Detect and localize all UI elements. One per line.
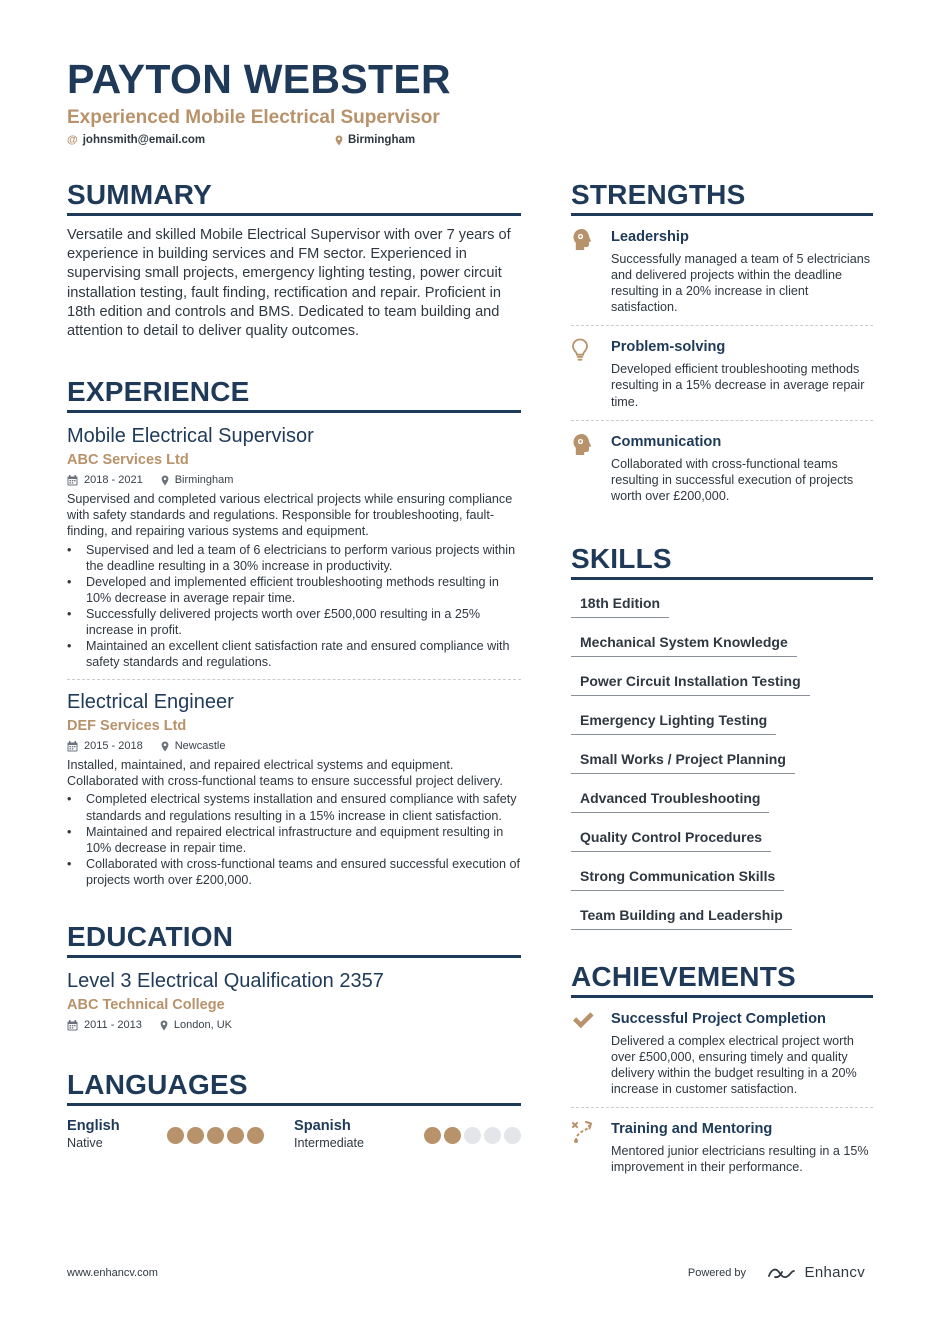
lightbulb-icon: [571, 338, 611, 409]
skill-tag: Team Building and Leadership: [571, 902, 792, 930]
strength-description: Collaborated with cross-functional teams resulting in successful execution of projects worth over £200,000.: [611, 456, 854, 503]
strength-description: Developed efficient troubleshooting methods resulting in a 15% decrease in average repair time.: [611, 362, 865, 409]
footer: [67, 1266, 873, 1282]
skill-tag: Power Circuit Installation Testing: [571, 668, 810, 696]
rating-dot-empty: [504, 1127, 521, 1144]
degree-title: Level 3 Electrical Qualification 2357: [67, 970, 384, 992]
candidate-name: PAYTON WEBSTER: [67, 56, 451, 102]
location-pin-icon: [161, 741, 169, 752]
achievement-description: Delivered a complex electrical project worth over £500,000, ensuring timely and quality delivery within the budget resulting in a 20% increase in customer satisfaction.: [611, 1033, 857, 1097]
job-meta: [67, 473, 521, 487]
bullet-item: • Collaborated with cross-functional teams and ensured successful execution of projects worth over £200,000.: [67, 856, 521, 888]
skill-tag: Quality Control Procedures: [571, 824, 771, 852]
strength-title: Leadership: [611, 229, 689, 245]
brand-logo[interactable]: [767, 1264, 865, 1281]
rating-dot-filled: [444, 1127, 461, 1144]
language-item: [294, 1117, 521, 1153]
job-bullets: [67, 542, 521, 671]
rating-dot-filled: [424, 1127, 441, 1144]
skills-heading: SKILLS: [571, 542, 873, 580]
education-heading: EDUCATION: [67, 920, 521, 958]
bullet-item: • Successfully delivered projects worth over £500,000 resulting in a 25% increase in profit.: [67, 606, 521, 638]
location-pin-icon: [160, 1020, 168, 1031]
rating-dot-filled: [187, 1127, 204, 1144]
location-pin-icon: [335, 135, 343, 146]
bullet-item: • Supervised and led a team of 6 electricians to perform various projects within the deadline resulting in a 30% increase in productivity.: [67, 542, 521, 574]
brand-name: Enhancv: [804, 1264, 865, 1281]
job-bullets: [67, 791, 521, 888]
strength-title: Communication: [611, 433, 722, 450]
strength-description: Successfully managed a team of 5 electricians and delivered projects within the deadline resulting in a 20% increase in client satisfaction.: [611, 252, 871, 315]
right-column: [571, 178, 873, 1186]
rating-dot-empty: [484, 1127, 501, 1144]
education-section: [67, 920, 521, 1032]
email-text: johnsmith@email.com: [82, 134, 206, 146]
job-dates: [67, 739, 143, 753]
experience-entry: [67, 679, 521, 888]
location-text: London, UK: [173, 1019, 233, 1031]
language-name: Spanish: [294, 1118, 351, 1134]
skill-tag: Advanced Troubleshooting: [571, 785, 769, 813]
bullet-item: • Completed electrical systems installation and ensured compliance with safety standards and regulations resulting in a 15% increase in client satisfaction.: [67, 791, 521, 823]
school-name: ABC Technical College: [67, 997, 225, 1013]
bullet-item: • Developed and implemented efficient troubleshooting methods resulting in 10% decrease in average repair time.: [67, 574, 521, 606]
job-description: Supervised and completed various electrical projects while ensuring compliance with safety standards and regulations. Responsible for troubleshooting, fault-finding, and repairing various systems and equipment.: [67, 492, 513, 539]
location-text: Birmingham: [348, 134, 416, 146]
achievement-item: [571, 1107, 873, 1185]
achievement-description: Mentored junior electricians resulting in a 15% improvement in their performance.: [611, 1144, 869, 1175]
skills-list: [571, 590, 873, 930]
left-column: [67, 178, 521, 1153]
powered-by-label: Powered by: [687, 1267, 746, 1279]
language-item: [67, 1117, 294, 1153]
dates-text: 2011 - 2013: [84, 1019, 142, 1031]
language-rating: [167, 1127, 264, 1144]
skill-tag: Small Works / Project Planning: [571, 746, 795, 774]
candidate-role: Experienced Mobile Electrical Supervisor: [67, 107, 440, 128]
language-level: Native: [67, 1136, 103, 1150]
at-sign-icon: @: [67, 134, 78, 146]
rating-dot-filled: [247, 1127, 264, 1144]
dates-text: 2018 - 2021: [84, 474, 143, 487]
location-pin-icon: [161, 475, 169, 486]
job-location: [161, 473, 234, 487]
achievement-item: [571, 998, 873, 1107]
rating-dot-filled: [207, 1127, 224, 1144]
achievement-title: Successful Project Completion: [611, 1010, 826, 1027]
enhancv-logo-icon: [767, 1265, 799, 1281]
experience-heading: EXPERIENCE: [67, 375, 521, 413]
summary-text: Versatile and skilled Mobile Electrical Supervisor with over 7 years of experience in building services and FM sector. Experienced in supervising small projects, emergency lighting testing, power circuit installation testing, fault finding, rectification and repair. Proficient in 18th edition and controls and BMS. Dedicated to team building and attention to detail to deliver quality outcomes.: [67, 227, 511, 340]
job-location: [161, 739, 226, 753]
education-dates: [67, 1018, 142, 1032]
company-name: DEF Services Ltd: [67, 718, 187, 735]
strength-title: Problem-solving: [611, 339, 726, 356]
job-title: Mobile Electrical Supervisor: [67, 425, 314, 448]
strength-item: [571, 325, 873, 419]
bullet-item: • Maintained and repaired electrical infrastructure and equipment resulting in 10% decrease in repair time.: [67, 824, 521, 856]
company-name: ABC Services Ltd: [67, 452, 189, 469]
education-meta: [67, 1018, 521, 1032]
language-rating: [424, 1127, 521, 1144]
bullet-item: • Maintained an excellent client satisfaction rate and ensured compliance with safety standards and regulations.: [67, 638, 521, 670]
skills-section: [571, 542, 873, 930]
rating-dot-empty: [464, 1127, 481, 1144]
calendar-icon: [67, 1020, 78, 1031]
job-dates: [67, 473, 143, 487]
calendar-icon: [67, 475, 78, 486]
job-title: Electrical Engineer: [67, 691, 234, 714]
education-entry: [67, 969, 521, 1032]
rating-dot-filled: [227, 1127, 244, 1144]
education-location: [160, 1018, 232, 1032]
achievements-section: [571, 960, 873, 1186]
experience-entry: [67, 424, 521, 670]
location-text: Newcastle: [174, 740, 226, 753]
head-icon: [571, 228, 611, 315]
resume-header: [67, 56, 887, 152]
achievement-title: Training and Mentoring: [611, 1121, 773, 1138]
contact-location: [335, 134, 415, 146]
language-name: English: [67, 1118, 120, 1134]
strengths-section: [571, 178, 873, 514]
languages-heading: LANGUAGES: [67, 1068, 521, 1106]
skill-tag: Emergency Lighting Testing: [571, 707, 776, 735]
location-text: Birmingham: [174, 474, 234, 487]
job-description: Installed, maintained, and repaired electrical systems and equipment. Collaborated with cross-functional teams to ensure successful project delivery.: [67, 758, 503, 789]
strengths-heading: STRENGTHS: [571, 178, 873, 216]
rating-dot-filled: [167, 1127, 184, 1144]
languages-section: [67, 1068, 521, 1153]
checkmark-icon: [571, 1010, 611, 1097]
language-level: Intermediate: [294, 1136, 365, 1150]
summary-section: [67, 178, 521, 341]
dates-text: 2015 - 2018: [84, 740, 143, 753]
experience-section: [67, 375, 521, 888]
achievements-heading: ACHIEVEMENTS: [571, 960, 873, 998]
summary-heading: SUMMARY: [67, 178, 521, 216]
strength-item: [571, 216, 873, 325]
job-meta: [67, 739, 521, 753]
skill-tag: 18th Edition: [571, 590, 669, 618]
head-icon: [571, 433, 611, 504]
calendar-icon: [67, 741, 78, 752]
contact-info: [67, 134, 887, 152]
route-icon: [571, 1120, 611, 1175]
strength-item: [571, 420, 873, 514]
skill-tag: Mechanical System Knowledge: [571, 629, 797, 657]
skill-tag: Strong Communication Skills: [571, 863, 784, 891]
languages-list: [67, 1117, 521, 1153]
contact-email[interactable]: [67, 134, 205, 146]
footer-website[interactable]: www.enhancv.com: [67, 1267, 158, 1279]
